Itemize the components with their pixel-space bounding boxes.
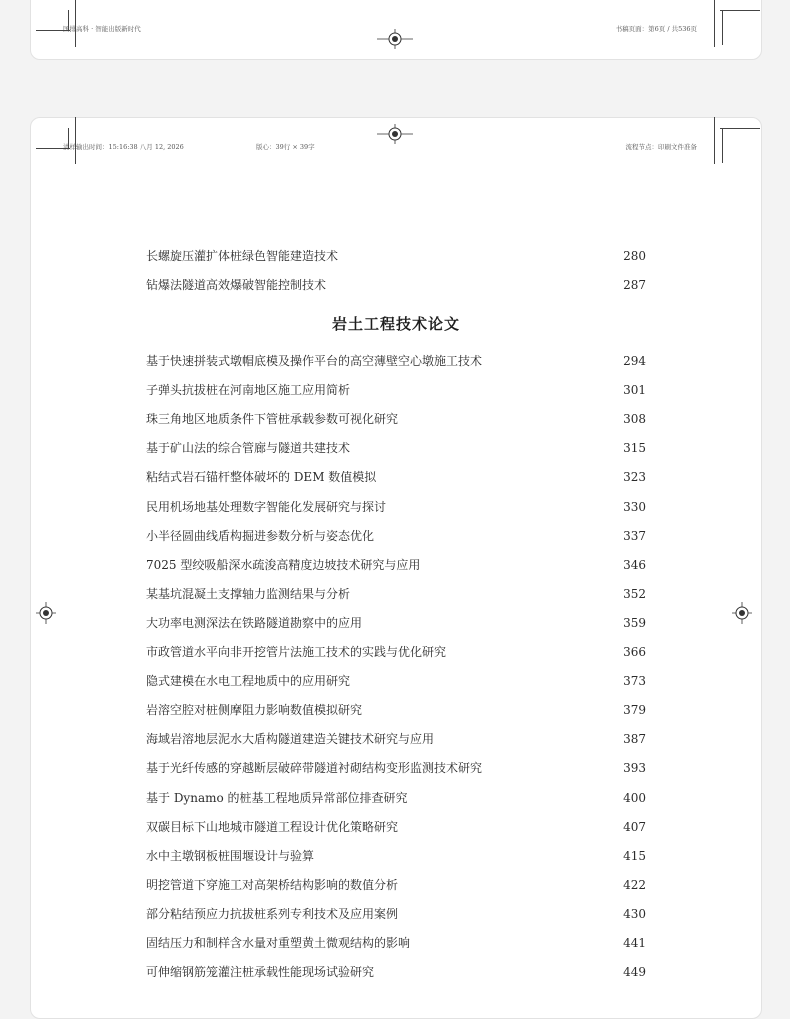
- toc-entry: [146, 933, 646, 953]
- publisher-slogan: 国排高科 · 智能出版新时代: [63, 25, 141, 33]
- toc-entry: [146, 584, 646, 604]
- toc-entry-page: 337: [623, 529, 646, 543]
- toc-entry-title: 民用机场地基处理数字智能化发展研究与探讨: [146, 500, 387, 514]
- toc-entry-title: 基于光纤传感的穿越断层破碎带隧道衬砌结构变形监测技术研究: [146, 761, 483, 775]
- registration-mark-icon: [377, 29, 413, 49]
- toc-entry-page: 393: [623, 761, 646, 775]
- proof-output-time: 清样输出时间：15:16:38 八月 12, 2026: [63, 143, 184, 151]
- toc-entry: [146, 817, 646, 837]
- toc-entry-title: 海域岩溶地层泥水大盾构隧道建造关键技术研究与应用: [146, 732, 435, 746]
- toc-entry-title: 双碳目标下山地城市隧道工程设计优化策略研究: [146, 820, 399, 834]
- toc-entry: [146, 846, 646, 866]
- crop-mark-right-v2: [722, 128, 723, 163]
- toc-entry-title: 基于矿山法的综合管廊与隧道共建技术: [146, 441, 351, 455]
- crop-mark-top-right-v: [714, 0, 715, 47]
- toc-entry-page: 430: [623, 907, 646, 921]
- toc-entry-title: 固结压力和制样含水量对重塑黄土微观结构的影响: [146, 936, 411, 950]
- toc-entry: [146, 409, 646, 429]
- toc-entry: [146, 642, 646, 662]
- toc-entry: [146, 246, 646, 266]
- toc-entry: [146, 729, 646, 749]
- toc-entry-title: 岩溶空腔对桩侧摩阻力影响数值模拟研究: [146, 703, 363, 717]
- toc-entry-title: 粘结式岩石锚杆整体破坏的 DEM 数值模拟: [146, 470, 377, 484]
- crop-mark-right-h: [720, 128, 760, 129]
- page-counter: 书稿页面：第6页 / 共536页: [615, 25, 697, 33]
- toc-entry-page: 280: [623, 249, 646, 263]
- registration-mark-left-icon: [36, 602, 56, 624]
- toc-entry-page: 366: [623, 645, 646, 659]
- toc-entry-page: 415: [623, 849, 646, 863]
- registration-mark-icon: [377, 124, 413, 144]
- toc-entry-page: 387: [623, 732, 646, 746]
- crop-mark-top-left-v: [75, 0, 76, 47]
- toc-entry-title: 部分粘结预应力抗拔桩系列专利技术及应用案例: [146, 907, 399, 921]
- toc-entry-page: 301: [623, 383, 646, 397]
- toc-entry-page: 330: [623, 500, 646, 514]
- toc-entry-title: 长螺旋压灌扩体桩绿色智能建造技术: [146, 249, 339, 263]
- toc-entry-title: 基于 Dynamo 的桩基工程地质异常部位排查研究: [146, 791, 408, 805]
- text-block-spec: 版心：39行 × 39字: [256, 143, 315, 151]
- toc-entry-page: 379: [623, 703, 646, 717]
- section-heading: 岩土工程技术论文: [331, 315, 460, 333]
- toc-entry-title: 某基坑混凝土支撑轴力监测结果与分析: [146, 587, 351, 601]
- toc-entry-title: 可伸缩钢筋笼灌注桩承载性能现场试验研究: [146, 965, 375, 979]
- crop-mark-top-right-h: [720, 10, 760, 11]
- toc-entry: [146, 904, 646, 924]
- toc-entry-page: 373: [623, 674, 646, 688]
- toc-entry-page: 400: [623, 791, 646, 805]
- toc-entry: [146, 613, 646, 633]
- toc-entry: [146, 438, 646, 458]
- toc-entry-page: 315: [623, 441, 646, 455]
- toc-entry-page: 287: [623, 278, 646, 292]
- toc-entry-page: 359: [623, 616, 646, 630]
- toc-entry-title: 明挖管道下穿施工对高架桥结构影响的数值分析: [146, 878, 399, 892]
- toc-entry-page: 407: [623, 820, 646, 834]
- toc-entry: [146, 758, 646, 778]
- toc-entry-title: 钻爆法隧道高效爆破智能控制技术: [146, 278, 327, 292]
- toc-entry-title: 大功率电测深法在铁路隧道勘察中的应用: [146, 616, 363, 630]
- toc-entry-page: 323: [623, 470, 646, 484]
- crop-mark-left-v: [75, 117, 76, 164]
- toc-entry: [146, 555, 646, 575]
- toc-entry-title: 珠三角地区地质条件下管桩承载参数可视化研究: [146, 412, 399, 426]
- crop-mark-left-h: [36, 148, 70, 149]
- toc-entry: [146, 526, 646, 546]
- toc-entry: [146, 351, 646, 371]
- toc-entry-title: 市政管道水平向非开挖管片法施工技术的实践与优化研究: [146, 645, 447, 659]
- workflow-stage: 流程节点：印刷文件准备: [625, 143, 697, 151]
- toc-entry: [146, 380, 646, 400]
- toc-entry: [146, 700, 646, 720]
- toc-entry-page: 308: [623, 412, 646, 426]
- registration-mark-right-icon: [732, 602, 752, 624]
- crop-mark-left-v2: [68, 128, 69, 148]
- toc-entry: [146, 275, 646, 295]
- toc-entry-title: 隐式建模在水电工程地质中的应用研究: [146, 674, 351, 688]
- page-sheet: [30, 117, 762, 1019]
- toc-entry: [146, 962, 646, 982]
- toc-entry: [146, 875, 646, 895]
- toc-entry: [146, 467, 646, 487]
- toc-entry-page: 441: [623, 936, 646, 950]
- crop-mark-right-v: [714, 117, 715, 164]
- toc-entry-title: 子弹头抗拔桩在河南地区施工应用简析: [146, 383, 351, 397]
- toc-entry-page: 352: [623, 587, 646, 601]
- crop-mark-top-left-h: [36, 30, 70, 31]
- toc-entry: [146, 788, 646, 808]
- toc-entry-title: 7025 型绞吸船深水疏浚高精度边坡技术研究与应用: [146, 558, 421, 572]
- toc-entry-page: 422: [623, 878, 646, 892]
- toc-entry: [146, 497, 646, 517]
- toc-entry-title: 小半径圆曲线盾构掘进参数分析与姿态优化: [146, 529, 375, 543]
- crop-mark-top-right-v2: [722, 10, 723, 45]
- toc-entry-page: 294: [623, 354, 646, 368]
- toc-entry-title: 基于快速拼装式墩帽底模及操作平台的高空薄壁空心墩施工技术: [146, 354, 483, 368]
- toc-entry-page: 346: [623, 558, 646, 572]
- toc-entry: [146, 671, 646, 691]
- toc-entry-page: 449: [623, 965, 646, 979]
- crop-mark-top-left-v2: [68, 10, 69, 30]
- toc-entry-title: 水中主墩钢板桩围堰设计与验算: [146, 849, 315, 863]
